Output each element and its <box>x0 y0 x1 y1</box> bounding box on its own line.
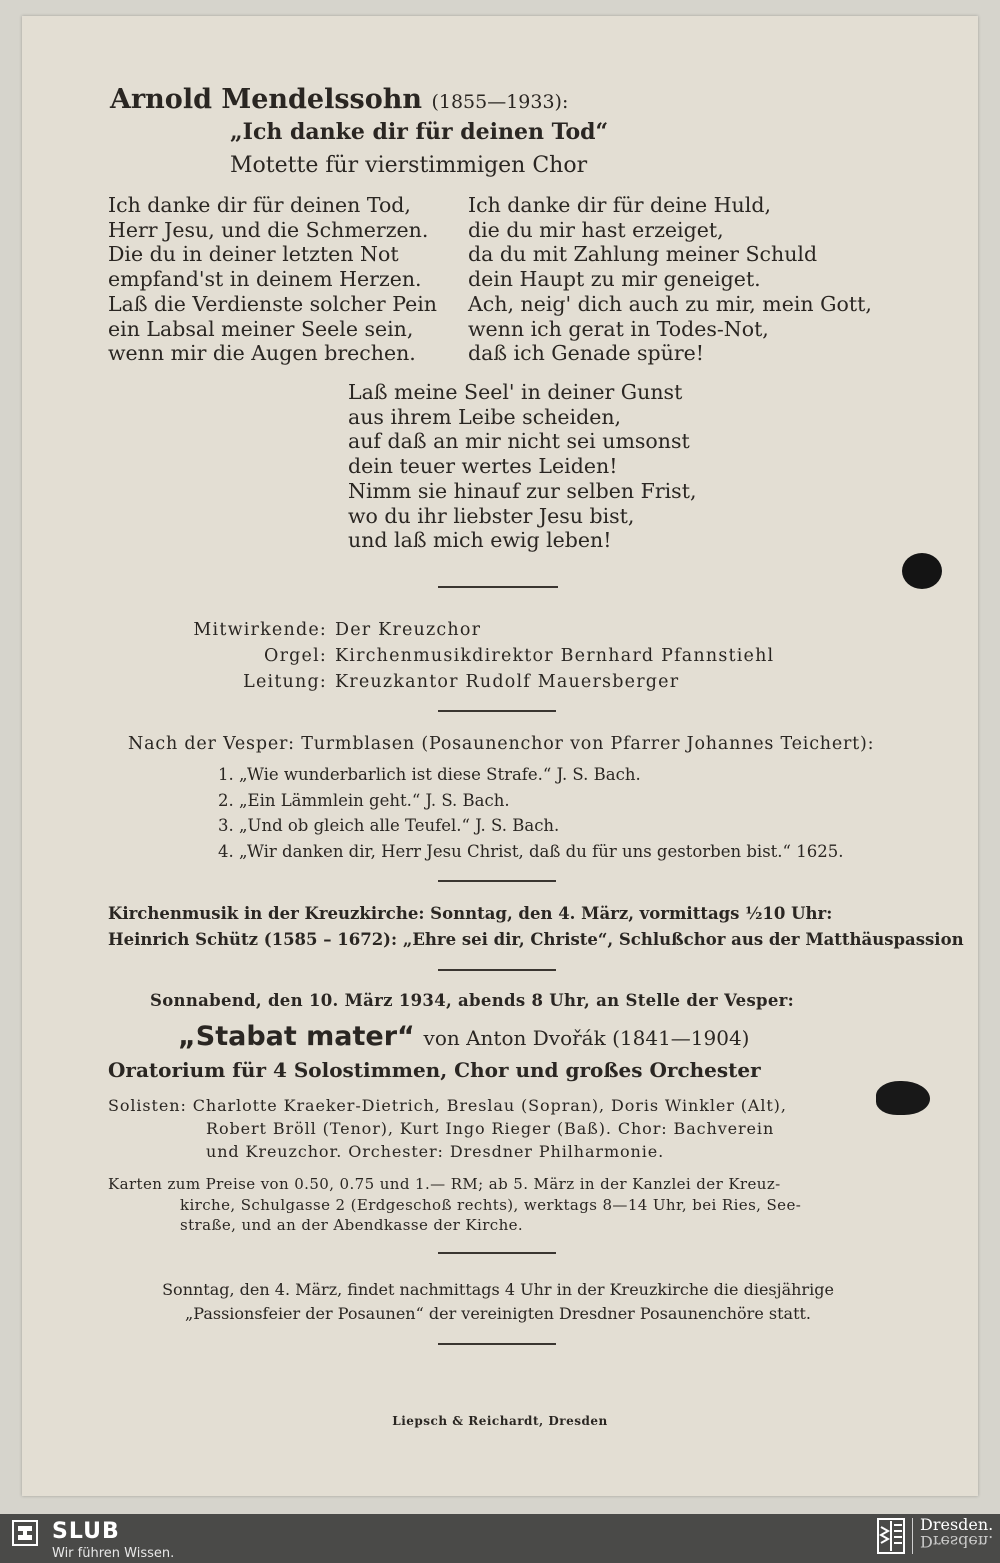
soloists-line: Robert Bröll (Tenor), Kurt Ingo Rieger (Baß). Chor: Bachverein <box>206 1119 775 1138</box>
program-sheet <box>22 16 978 1496</box>
notice-line: „Passionsfeier der Posaunen“ der vereinigten Dresdner Posaunenchöre statt. <box>184 1304 812 1323</box>
verse-line: Nimm sie hinauf zur selben Frist, <box>348 478 697 503</box>
dresden-text-reflection: Dresden. <box>920 1532 994 1551</box>
verse-line: Ich danke dir für deinen Tod, <box>108 193 411 217</box>
soloists-line: Solisten: Charlotte Kraeker-Dietrich, Breslau (Sopran), Doris Winkler (Alt), <box>108 1096 787 1115</box>
turmblasen-list <box>218 762 843 864</box>
stanza-center <box>348 380 696 553</box>
stabat-title: „Stabat mater“ <box>178 1021 415 1052</box>
list-item: 4. „Wir danken dir, Herr Jesu Christ, daß du für uns gestorben bist.“ 1625. <box>218 841 844 861</box>
soloists-block <box>108 1094 787 1163</box>
stabat-date-line: Sonnabend, den 10. März 1934, abends 8 Uhr, an Stelle der Vesper: <box>150 991 795 1010</box>
composer-name: Arnold Mendelssohn <box>110 84 423 115</box>
divider <box>438 1252 556 1254</box>
tickets-block <box>108 1174 801 1236</box>
notice-line: Kirchenmusik in der Kreuzkirche: Sonntag, den 4. März, vormittags ½10 Uhr: <box>108 904 833 923</box>
verse-line: wenn mir die Augen brechen. <box>108 341 416 366</box>
verse-line: die du mir hast erzeiget, <box>468 217 724 242</box>
soloists-line: und Kreuzchor. Orchester: Dresdner Philharmonie. <box>206 1142 665 1161</box>
tickets-line: Karten zum Preise von 0.50, 0.75 und 1.— RM; ab 5. März in der Kanzlei der Kreuz- <box>108 1175 781 1193</box>
printer-imprint: Liepsch & Reichardt, Dresden <box>392 1414 608 1428</box>
verse-line: Ach, neig' dich auch zu mir, mein Gott, <box>468 291 872 316</box>
verse-line: da du mit Zahlung meiner Schuld <box>468 242 818 267</box>
verse-line: und laß mich ewig leben! <box>348 528 612 553</box>
verse-line: Laß meine Seel' in deiner Gunst <box>348 380 683 404</box>
divider <box>438 586 558 588</box>
oratorium-line: Oratorium für 4 Solostimmen, Chor und großes Orchester <box>108 1058 761 1082</box>
dresden-crest-icon[interactable] <box>876 1517 906 1555</box>
verse-line: Herr Jesu, und die Schmerzen. <box>108 217 429 242</box>
divider <box>438 880 556 882</box>
verse-line: wenn ich gerat in Todes-Not, <box>468 316 769 341</box>
verse-line: Laß die Verdienste solcher Pein <box>108 291 437 316</box>
stabat-composer: von Anton Dvořák (1841—1904) <box>423 1026 750 1050</box>
divider <box>438 969 556 971</box>
stanza-left <box>108 193 437 366</box>
kirchenmusik-notice <box>108 901 964 952</box>
performer-role: Orgel: <box>264 646 327 666</box>
turmblasen-heading: Nach der Vesper: Turmblasen (Posaunenchor von Pfarrer Johannes Teichert): <box>128 734 875 754</box>
performer-name: Kreuzkantor Rudolf Mauersberger <box>335 672 680 692</box>
verse-line: auf daß an mir nicht sei umsonst <box>348 429 690 454</box>
stanza-right <box>468 193 872 366</box>
performer-role: Mitwirkende: <box>193 620 327 640</box>
footer-separator <box>912 1518 913 1554</box>
slug-name[interactable]: SLUB <box>52 1519 120 1544</box>
tickets-line: kirche, Schulgasse 2 (Erdgeschoß rechts), werktags 8—14 Uhr, bei Ries, See- <box>180 1195 802 1214</box>
notice-line: Heinrich Schütz (1585 – 1672): „Ehre sei dir, Christe“, Schlußchor aus der Matthäuspassion <box>108 929 964 949</box>
posaunen-notice <box>108 1278 888 1326</box>
punch-hole <box>902 553 942 589</box>
performer-row <box>172 643 774 669</box>
performer-name: Kirchenmusikdirektor Bernhard Pfannstiehl <box>335 646 775 666</box>
verse-line: ein Labsal meiner Seele sein, <box>108 316 414 341</box>
verse-line: wo du ihr liebster Jesu bist, <box>348 503 635 528</box>
performer-row <box>172 617 774 643</box>
list-item: 1. „Wie wunderbarlich ist diese Strafe.“ J. S. Bach. <box>218 765 641 784</box>
dresden-wordmark[interactable] <box>920 1516 993 1550</box>
performer-role: Leitung: <box>243 672 327 692</box>
verse-line: Ich danke dir für deine Huld, <box>468 193 771 217</box>
divider <box>438 1343 556 1345</box>
list-item: 3. „Und ob gleich alle Teufel.“ J. S. Bach. <box>218 816 560 835</box>
tickets-line: straße, und an der Abendkasse der Kirche. <box>180 1216 524 1234</box>
composer-years: (1855—1933): <box>431 91 569 113</box>
verse-line: dein teuer wertes Leiden! <box>348 454 618 479</box>
composer-heading <box>110 84 568 115</box>
verse-line: empfand'st in deinem Herzen. <box>108 267 422 292</box>
stabat-title-line <box>178 1021 750 1052</box>
performer-row <box>172 669 774 695</box>
divider <box>438 710 556 712</box>
verse-line: Die du in deiner letzten Not <box>108 242 399 267</box>
ink-blot <box>876 1081 930 1115</box>
verse-line: aus ihrem Leibe scheiden, <box>348 404 622 429</box>
performers-list <box>172 617 774 695</box>
verse-line: daß ich Genade spüre! <box>468 341 705 366</box>
slug-tagline: Wir führen Wissen. <box>52 1546 175 1561</box>
verse-line: dein Haupt zu mir geneiget. <box>468 267 761 292</box>
slug-logo-icon[interactable] <box>12 1520 38 1546</box>
performer-name: Der Kreuzchor <box>335 620 482 640</box>
notice-line: Sonntag, den 4. März, findet nachmittags 4 Uhr in der Kreuzkirche die diesjährige <box>162 1280 834 1299</box>
list-item: 2. „Ein Lämmlein geht.“ J. S. Bach. <box>218 790 510 810</box>
work-subtitle: Motette für vierstimmigen Chor <box>230 153 588 178</box>
dresden-text: Dresden. <box>920 1515 994 1534</box>
work-title: „Ich danke dir für deinen Tod“ <box>230 119 609 145</box>
